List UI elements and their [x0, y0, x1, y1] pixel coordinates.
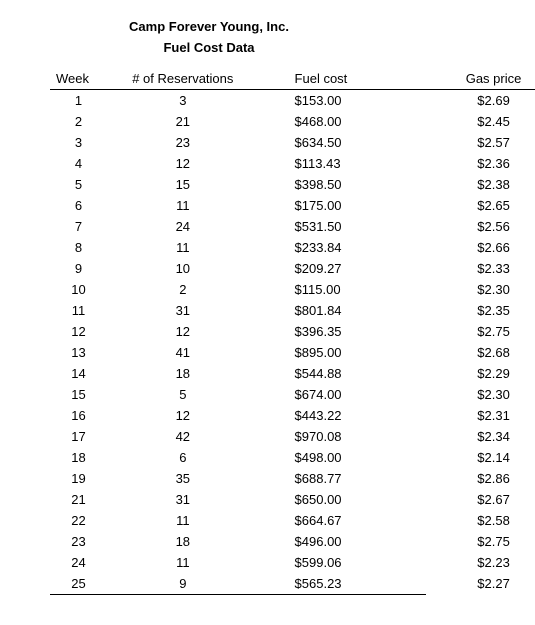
- cell-gas-price: $2.58: [477, 513, 510, 528]
- cell-fuel-cost-value: $175.00: [294, 198, 342, 213]
- column-spacer: [259, 68, 295, 90]
- cell-week: 11: [71, 303, 86, 318]
- cell-week: 17: [71, 429, 86, 444]
- document-title: Camp Forever Young, Inc.: [129, 19, 289, 34]
- cell-fuel-cost: [295, 321, 427, 342]
- cell-gas-price: $2.27: [477, 576, 510, 592]
- table-row: [50, 552, 535, 573]
- cell-spacer: [259, 174, 295, 195]
- table-row: [50, 321, 535, 342]
- cell-week: 15: [71, 387, 86, 402]
- table-row: [50, 258, 535, 279]
- table-body: [50, 90, 535, 595]
- cell-fuel-cost-value: $496.00: [294, 534, 342, 549]
- table-header: [50, 68, 535, 90]
- cell-gas-price: $2.69: [477, 93, 510, 108]
- cell-spacer: [259, 384, 295, 405]
- cell-gas-price: $2.68: [477, 345, 510, 360]
- table-row: [50, 468, 535, 489]
- table-row: [50, 531, 535, 552]
- column-spacer: [426, 68, 452, 90]
- cell-fuel-cost: [295, 90, 427, 112]
- cell-fuel-cost: [295, 342, 427, 363]
- table-row: [50, 510, 535, 531]
- cell-spacer: [259, 468, 295, 489]
- cell-spacer: [426, 447, 452, 468]
- cell-gas-price: $2.86: [477, 471, 510, 486]
- column-header-fuel-cost: [295, 68, 427, 90]
- table-row: [50, 405, 535, 426]
- table-row: [50, 426, 535, 447]
- table-row: [50, 489, 535, 510]
- cell-gas-price: $2.14: [477, 450, 510, 465]
- cell-reservations: 35: [175, 471, 191, 486]
- cell-spacer: [259, 90, 295, 112]
- cell-spacer: [426, 132, 452, 153]
- cell-spacer: [426, 216, 452, 237]
- cell-spacer: [259, 426, 295, 447]
- cell-week: 6: [74, 198, 83, 213]
- cell-fuel-cost-value: $531.50: [294, 219, 342, 234]
- cell-fuel-cost: [295, 426, 427, 447]
- cell-fuel-cost: [295, 447, 427, 468]
- cell-reservations: 11: [176, 240, 190, 255]
- cell-reservations: 42: [175, 429, 191, 444]
- cell-fuel-cost-value: $398.50: [294, 177, 342, 192]
- cell-fuel-cost: [295, 405, 427, 426]
- cell-reservations: 21: [175, 114, 191, 129]
- cell-gas-price: $2.29: [477, 366, 510, 381]
- cell-spacer: [426, 153, 452, 174]
- cell-week: 21: [71, 492, 86, 507]
- cell-reservations: 12: [175, 408, 191, 423]
- cell-week: 8: [74, 240, 83, 255]
- cell-fuel-cost-value: $498.00: [294, 450, 342, 465]
- cell-week: 23: [71, 534, 86, 549]
- cell-gas-price: $2.67: [477, 492, 510, 507]
- table-row: [50, 195, 535, 216]
- cell-spacer: [259, 111, 295, 132]
- cell-spacer: [426, 384, 452, 405]
- cell-gas-price: $2.66: [477, 240, 510, 255]
- cell-fuel-cost-value: $544.88: [294, 366, 342, 381]
- cell-gas-price: $2.30: [477, 282, 510, 297]
- cell-gas-price: $2.57: [477, 135, 510, 150]
- cell-fuel-cost: [295, 174, 427, 195]
- table-row: [50, 363, 535, 384]
- table-row: [50, 573, 535, 595]
- cell-spacer: [426, 279, 452, 300]
- cell-fuel-cost: [295, 510, 427, 531]
- table-row: [50, 90, 535, 112]
- cell-spacer: [259, 342, 295, 363]
- cell-week: 24: [71, 555, 86, 570]
- cell-spacer: [259, 279, 295, 300]
- cell-spacer: [259, 300, 295, 321]
- cell-spacer: [426, 195, 452, 216]
- table-row: [50, 279, 535, 300]
- cell-reservations: 18: [175, 534, 191, 549]
- cell-spacer: [259, 363, 295, 384]
- cell-week: 3: [74, 135, 83, 150]
- cell-reservations: 23: [175, 135, 191, 150]
- cell-week: 9: [74, 261, 83, 276]
- cell-spacer: [259, 489, 295, 510]
- cell-gas-price: $2.75: [477, 534, 510, 549]
- cell-reservations: 12: [175, 156, 191, 171]
- cell-spacer: [426, 111, 452, 132]
- cell-week: 25: [50, 573, 107, 595]
- cell-spacer: [426, 174, 452, 195]
- table-row: [50, 300, 535, 321]
- cell-spacer: [426, 468, 452, 489]
- cell-spacer: [259, 552, 295, 573]
- table-row: [50, 384, 535, 405]
- cell-reservations: 31: [175, 303, 191, 318]
- cell-fuel-cost: [295, 489, 427, 510]
- cell-spacer: [259, 405, 295, 426]
- cell-week: 19: [71, 471, 86, 486]
- document-subtitle: Fuel Cost Data: [163, 40, 255, 55]
- cell-fuel-cost-value: $153.00: [294, 93, 342, 108]
- cell-reservations: 11: [176, 555, 190, 570]
- cell-fuel-cost-value: $468.00: [294, 114, 342, 129]
- cell-fuel-cost: [295, 237, 427, 258]
- cell-spacer: [259, 258, 295, 279]
- cell-spacer: [426, 321, 452, 342]
- table-row: [50, 342, 535, 363]
- cell-reservations: 18: [175, 366, 191, 381]
- cell-spacer: [259, 510, 295, 531]
- cell-gas-price: $2.35: [477, 303, 510, 318]
- cell-reservations: 31: [175, 492, 191, 507]
- cell-spacer: [426, 573, 452, 595]
- cell-week: 14: [71, 366, 86, 381]
- cell-spacer: [426, 363, 452, 384]
- cell-gas-price: $2.45: [477, 114, 510, 129]
- cell-gas-price: $2.56: [477, 219, 510, 234]
- cell-week: 18: [71, 450, 86, 465]
- cell-fuel-cost-value: $396.35: [294, 324, 342, 339]
- cell-fuel-cost-value: $209.27: [294, 261, 342, 276]
- table-row: [50, 111, 535, 132]
- cell-week: 10: [71, 282, 86, 297]
- cell-reservations: 9: [107, 573, 259, 595]
- cell-gas-price: $2.30: [477, 387, 510, 402]
- cell-spacer: [259, 573, 295, 595]
- cell-fuel-cost-value: $113.43: [294, 156, 341, 171]
- table-row: [50, 447, 535, 468]
- cell-spacer: [426, 237, 452, 258]
- cell-fuel-cost: [295, 279, 427, 300]
- cell-fuel-cost-value: $801.84: [294, 303, 342, 318]
- cell-reservations: 24: [175, 219, 191, 234]
- column-header-gas-price: Gas price: [452, 68, 535, 90]
- cell-week: 4: [74, 156, 83, 171]
- cell-week: 1: [74, 93, 83, 108]
- cell-gas-price: $2.36: [477, 156, 510, 171]
- cell-fuel-cost: [295, 384, 427, 405]
- cell-spacer: [259, 195, 295, 216]
- cell-fuel-cost: [295, 111, 427, 132]
- cell-week: 16: [71, 408, 86, 423]
- cell-reservations: 2: [179, 282, 187, 297]
- cell-fuel-cost: [295, 300, 427, 321]
- column-header-reservations: # of Reservations: [107, 68, 259, 90]
- cell-week: 2: [74, 114, 83, 129]
- cell-fuel-cost-value: $565.23: [294, 576, 342, 591]
- cell-reservations: 11: [176, 513, 190, 528]
- column-header-fuel-cost-label: Fuel cost: [294, 71, 348, 86]
- cell-fuel-cost: [295, 363, 427, 384]
- cell-gas-price: $2.33: [477, 261, 510, 276]
- cell-week: 5: [74, 177, 83, 192]
- cell-reservations: 41: [175, 345, 191, 360]
- cell-fuel-cost: [295, 573, 427, 595]
- table-row: [50, 174, 535, 195]
- cell-gas-price: $2.31: [477, 408, 510, 423]
- cell-spacer: [426, 258, 452, 279]
- cell-spacer: [259, 132, 295, 153]
- cell-spacer: [426, 510, 452, 531]
- cell-spacer: [259, 321, 295, 342]
- cell-spacer: [426, 90, 452, 112]
- cell-spacer: [259, 237, 295, 258]
- cell-gas-price: $2.23: [477, 555, 510, 570]
- table-row: [50, 216, 535, 237]
- cell-gas-price: $2.65: [477, 198, 510, 213]
- cell-reservations: 15: [175, 177, 191, 192]
- cell-fuel-cost-value: $895.00: [294, 345, 342, 360]
- cell-fuel-cost: [295, 132, 427, 153]
- fuel-cost-table: [50, 68, 535, 595]
- cell-fuel-cost-value: $664.67: [294, 513, 342, 528]
- cell-gas-price: $2.75: [477, 324, 510, 339]
- cell-fuel-cost: [295, 531, 427, 552]
- table-row: [50, 132, 535, 153]
- cell-gas-price: $2.34: [477, 429, 510, 444]
- cell-reservations: 5: [179, 387, 187, 402]
- cell-fuel-cost-value: $674.00: [294, 387, 342, 402]
- cell-fuel-cost: [295, 216, 427, 237]
- cell-fuel-cost-value: $634.50: [294, 135, 342, 150]
- column-header-week: Week: [50, 68, 107, 90]
- cell-fuel-cost: [295, 195, 427, 216]
- cell-reservations: 10: [175, 261, 191, 276]
- cell-fuel-cost: [295, 552, 427, 573]
- cell-spacer: [426, 552, 452, 573]
- cell-reservations: 12: [175, 324, 191, 339]
- cell-week: 22: [71, 513, 86, 528]
- cell-spacer: [259, 531, 295, 552]
- cell-reservations: 3: [179, 93, 187, 108]
- cell-spacer: [259, 153, 295, 174]
- cell-spacer: [426, 405, 452, 426]
- cell-fuel-cost-value: $970.08: [294, 429, 342, 444]
- cell-fuel-cost-value: $443.22: [294, 408, 342, 423]
- cell-spacer: [426, 531, 452, 552]
- cell-spacer: [426, 426, 452, 447]
- cell-reservations: 11: [176, 198, 190, 213]
- table-row: [50, 153, 535, 174]
- cell-fuel-cost-value: $650.00: [294, 492, 342, 507]
- header-row: [50, 68, 535, 90]
- cell-fuel-cost-value: $599.06: [294, 555, 342, 570]
- cell-spacer: [426, 300, 452, 321]
- cell-fuel-cost-value: $115.00: [294, 282, 341, 297]
- cell-week: 13: [71, 345, 86, 360]
- cell-spacer: [426, 489, 452, 510]
- cell-spacer: [259, 216, 295, 237]
- cell-spacer: [426, 342, 452, 363]
- cell-gas-price: $2.38: [477, 177, 510, 192]
- cell-fuel-cost: [295, 468, 427, 489]
- table-row: [50, 237, 535, 258]
- cell-fuel-cost: [295, 258, 427, 279]
- cell-fuel-cost-value: $233.84: [294, 240, 342, 255]
- cell-week: 7: [74, 219, 83, 234]
- cell-spacer: [259, 447, 295, 468]
- cell-reservations: 6: [179, 450, 187, 465]
- cell-fuel-cost: [295, 153, 427, 174]
- cell-week: 12: [71, 324, 86, 339]
- cell-fuel-cost-value: $688.77: [294, 471, 342, 486]
